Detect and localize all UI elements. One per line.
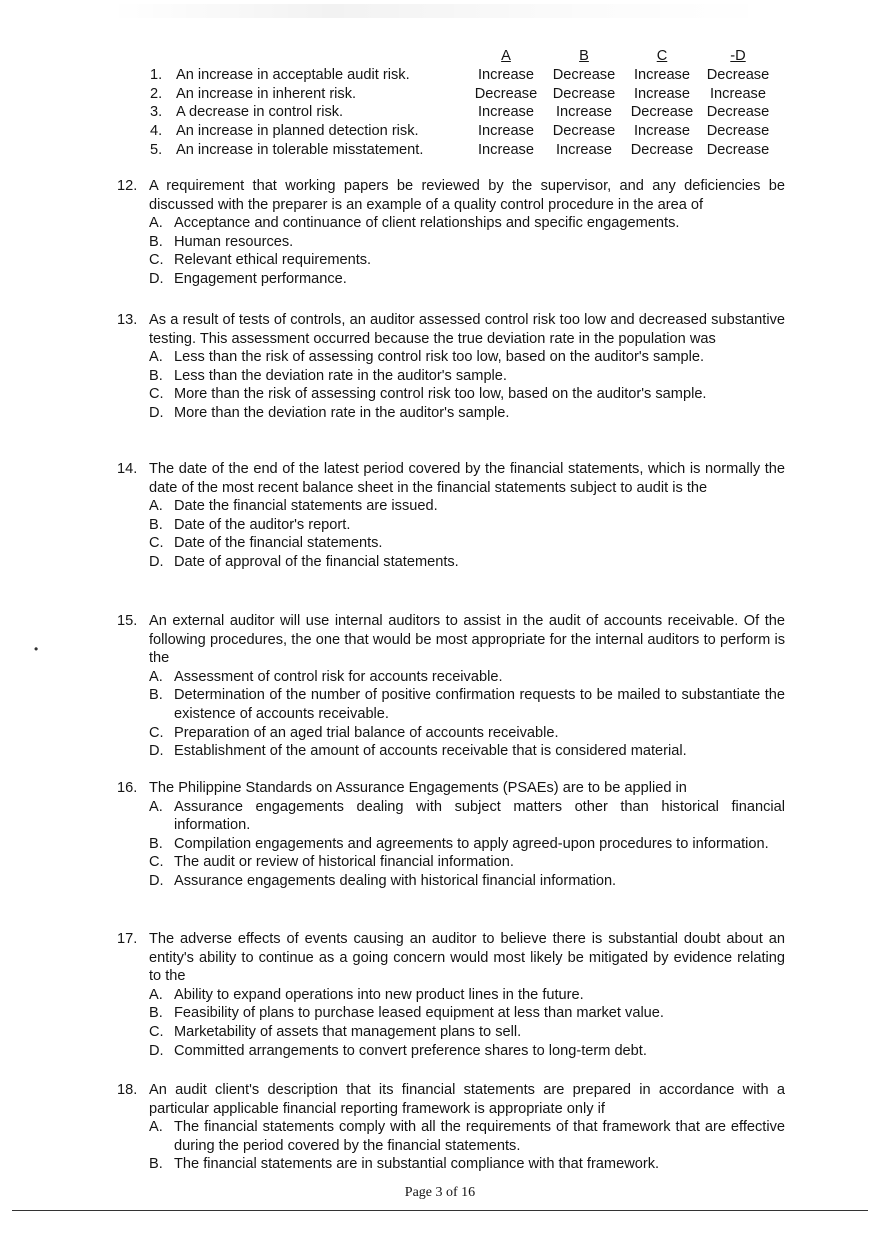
- option-letter: B.: [149, 367, 163, 384]
- option-text: Feasibility of plans to purchase leased equipment at less than market value.: [174, 1005, 664, 1022]
- option-letter: B.: [149, 687, 163, 704]
- option-letter: C.: [149, 1023, 164, 1040]
- answer-option: [149, 986, 785, 1005]
- table-cell: Decrease: [552, 66, 616, 83]
- table-cell: Increase: [556, 141, 612, 158]
- option-text: Assurance engagements dealing with historical financial information.: [174, 872, 617, 889]
- option-letter: B.: [149, 233, 163, 250]
- option-letter: A.: [149, 1119, 163, 1136]
- answer-option: [149, 742, 785, 761]
- table-cell: Increase: [478, 66, 534, 83]
- option-text: Marketability of assets that management plans to sell.: [174, 1023, 522, 1040]
- option-letter: C.: [149, 252, 164, 269]
- option-letter: D.: [149, 270, 164, 287]
- option-text: The audit or review of historical financial information.: [174, 854, 514, 871]
- option-letter: A.: [149, 798, 163, 815]
- table-row: [150, 66, 775, 85]
- row-label: A decrease in control risk.: [176, 104, 344, 121]
- answer-option: [149, 872, 785, 891]
- option-letter: B.: [149, 516, 163, 533]
- answer-option: [149, 724, 785, 743]
- table-cell: Increase: [634, 123, 690, 140]
- option-text: Assessment of control risk for accounts receivable.: [174, 668, 503, 685]
- option-letter: A.: [149, 498, 163, 515]
- option-letter: D.: [149, 872, 164, 889]
- answer-option: [149, 233, 785, 252]
- option-text: The financial statements comply with all the requirements of that framework that are effective during the period covered by the financial statements.: [174, 1119, 785, 1154]
- question-14: [117, 460, 785, 572]
- answer-option: [149, 835, 785, 854]
- option-text: Assurance engagements dealing with subject matters other than historical financial information.: [174, 798, 785, 834]
- option-text: Date of the financial statements.: [174, 535, 383, 552]
- answer-option: [149, 1118, 785, 1155]
- answer-option: [149, 534, 785, 553]
- answer-option: [149, 1004, 785, 1023]
- answer-option: [149, 214, 785, 233]
- table-cell: Increase: [478, 123, 534, 140]
- row-number: 2.: [150, 85, 163, 102]
- question-number: 18.: [117, 1082, 138, 1098]
- question-stem: An audit client's description that its financial statements are prepared in accordance with a particular applicable financial reporting framework is appropriate only if: [149, 1082, 785, 1117]
- table-cell: Decrease: [630, 104, 694, 121]
- option-text: The financial statements are in substantial compliance with that framework.: [174, 1156, 660, 1173]
- option-letter: B.: [149, 1005, 163, 1022]
- row-number: 1.: [150, 66, 163, 83]
- question-17: [117, 930, 785, 1060]
- answer-option: [149, 1042, 785, 1061]
- option-letter: C.: [149, 724, 164, 741]
- question-stem: An external auditor will use internal auditors to assist in the audit of accounts receivable. Of the following procedures, the one that would be most appropriate for the internal auditors to perform is the: [149, 613, 785, 667]
- answer-option: [149, 516, 785, 535]
- scan-smudge: [110, 4, 770, 18]
- option-letter: A.: [149, 215, 163, 232]
- option-letter: B.: [149, 835, 163, 852]
- option-text: Determination of the number of positive confirmation requests to be mailed to substantiate the existence of accounts receivable.: [174, 687, 785, 722]
- option-text: Date of approval of the financial statements.: [174, 553, 459, 570]
- row-label: An increase in planned detection risk.: [176, 123, 419, 140]
- column-header: A: [501, 48, 511, 64]
- question-stem: As a result of tests of controls, an auditor assessed control risk too low and decreased substantive testing. This assessment occurred because the true deviation rate in the population was: [149, 312, 785, 347]
- option-text: Preparation of an aged trial balance of accounts receivable.: [174, 724, 559, 741]
- option-text: Date the financial statements are issued.: [174, 498, 438, 515]
- option-letter: C.: [149, 854, 164, 871]
- row-number: 4.: [150, 123, 163, 140]
- option-letter: D.: [149, 1042, 164, 1059]
- answer-option: [149, 853, 785, 872]
- option-letter: C.: [149, 535, 164, 552]
- table-cell: Decrease: [706, 141, 770, 158]
- table-cell: Decrease: [706, 123, 770, 140]
- table-cell: Increase: [478, 104, 534, 121]
- table-row: [150, 103, 775, 122]
- row-number: 3.: [150, 104, 163, 121]
- table-cell: Increase: [710, 85, 766, 102]
- answer-option: [149, 404, 785, 423]
- footer-rule: [12, 1210, 868, 1211]
- table-cell: Increase: [556, 104, 612, 121]
- question-stem: The date of the end of the latest period covered by the financial statements, which is normally the date of the most recent balance sheet in the financial statements subject to audit is the: [149, 461, 785, 496]
- question-number: 17.: [117, 931, 138, 947]
- table-cell: Increase: [634, 85, 690, 102]
- option-text: More than the deviation rate in the auditor's sample.: [174, 404, 510, 421]
- answer-option: [149, 270, 785, 289]
- row-number: 5.: [150, 141, 163, 158]
- column-header: B: [579, 48, 589, 64]
- question-stem: A requirement that working papers be reviewed by the supervisor, and any deficiencies be discussed with the preparer is an example of a quality control procedure in the area of: [149, 178, 785, 213]
- option-letter: A.: [149, 349, 163, 366]
- question-number: 15.: [117, 613, 138, 629]
- question-number: 13.: [117, 312, 138, 328]
- question-stem: The Philippine Standards on Assurance Engagements (PSAEs) are to be applied in: [149, 780, 687, 796]
- table-cell: Decrease: [706, 66, 770, 83]
- answer-option: [149, 367, 785, 386]
- option-text: Acceptance and continuance of client relationships and specific engagements.: [174, 215, 680, 232]
- table-cell: Decrease: [630, 141, 694, 158]
- question-18: [117, 1081, 785, 1174]
- option-text: Committed arrangements to convert preference shares to long-term debt.: [174, 1042, 647, 1059]
- question-number: 12.: [117, 178, 138, 194]
- answer-option: [149, 348, 785, 367]
- answer-option: [149, 668, 785, 687]
- table-cell: Increase: [478, 141, 534, 158]
- row-label: An increase in inherent risk.: [176, 85, 357, 102]
- option-text: Date of the auditor's report.: [174, 516, 351, 533]
- option-text: Less than the deviation rate in the auditor's sample.: [174, 367, 507, 384]
- option-letter: B.: [149, 1156, 163, 1173]
- option-letter: D.: [149, 553, 164, 570]
- option-text: Establishment of the amount of accounts receivable that is considered material.: [174, 743, 687, 760]
- answer-option: [149, 1155, 785, 1174]
- table-cell: Decrease: [474, 85, 538, 102]
- table-cell: Decrease: [706, 104, 770, 121]
- risk-effects-table: [150, 47, 775, 160]
- table-cell: Decrease: [552, 123, 616, 140]
- answer-option: [149, 251, 785, 270]
- question-13: [117, 311, 785, 423]
- answer-option: [149, 1023, 785, 1042]
- question-16: [117, 779, 785, 891]
- question-number: 14.: [117, 461, 138, 477]
- table-row: [150, 141, 775, 160]
- option-text: Human resources.: [174, 233, 294, 250]
- option-text: Engagement performance.: [174, 270, 347, 287]
- table-header-row: [150, 47, 775, 66]
- answer-option: [149, 385, 785, 404]
- row-label: An increase in tolerable misstatement.: [176, 141, 424, 158]
- column-header: -D: [730, 48, 746, 64]
- answer-option: [149, 553, 785, 572]
- scan-dot: •: [34, 642, 39, 656]
- answer-option: [149, 497, 785, 516]
- question-number: 16.: [117, 780, 138, 796]
- table-cell: Increase: [634, 66, 690, 83]
- question-15: [117, 612, 785, 761]
- question-stem: The adverse effects of events causing an auditor to believe there is substantial doubt about an entity's ability to continue as a going concern would most likely be mitigated by evidence relating to the: [149, 931, 785, 985]
- table-cell: Decrease: [552, 85, 616, 102]
- option-letter: A.: [149, 986, 163, 1003]
- column-header: C: [656, 48, 668, 64]
- page-number: Page 3 of 16: [404, 1185, 476, 1200]
- table-row: [150, 122, 775, 141]
- option-text: Ability to expand operations into new product lines in the future.: [174, 986, 584, 1003]
- option-text: Relevant ethical requirements.: [174, 252, 372, 269]
- option-letter: C.: [149, 386, 164, 403]
- table-row: [150, 85, 775, 104]
- question-12: [117, 177, 785, 289]
- option-text: More than the risk of assessing control risk too low, based on the auditor's sample.: [174, 386, 707, 403]
- option-text: Less than the risk of assessing control risk too low, based on the auditor's sample.: [174, 349, 705, 366]
- option-text: Compilation engagements and agreements to apply agreed-upon procedures to information.: [174, 835, 769, 852]
- answer-option: [149, 798, 785, 835]
- row-label: An increase in acceptable audit risk.: [176, 66, 410, 83]
- answer-option: [149, 686, 785, 723]
- option-letter: D.: [149, 743, 164, 760]
- option-letter: A.: [149, 668, 163, 685]
- option-letter: D.: [149, 404, 164, 421]
